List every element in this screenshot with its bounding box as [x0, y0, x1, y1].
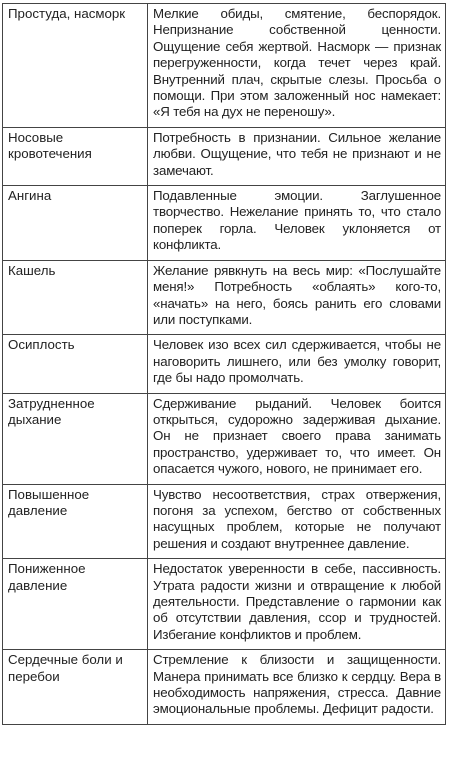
condition-text: Кашель	[8, 262, 56, 278]
description-text: Человек изо всех сил сдерживается, чтобы не наговорить лишнего, или без умолку говорит, где бы надо промолчать.	[153, 337, 441, 386]
description-text: Потребность в признании. Сильное желание любви. Ощущение, что тебя не признают и не замечают.	[153, 129, 441, 178]
description-cell	[148, 127, 446, 185]
description-cell	[148, 186, 446, 261]
table-row	[3, 484, 446, 559]
description-cell	[148, 393, 446, 484]
condition-cell	[3, 559, 148, 650]
condition-text: Повышенное давление	[8, 486, 90, 518]
table-row	[3, 393, 446, 484]
table-row	[3, 260, 446, 335]
condition-text: Пониженное давление	[8, 561, 86, 593]
description-text: Чувство несоответствия, страх отвержения, погоня за успехом, бегство от собственных насущных проблем, которые не получают решения и создают внутреннее давление.	[153, 486, 441, 551]
description-cell	[148, 484, 446, 559]
table-row	[3, 127, 446, 185]
condition-cell	[3, 650, 148, 725]
description-text: Стремление к близости и защищенности. Манера принимать все близко к сердцу. Вера в необходимость напряжения, стресса. Давние эмоциональные проблемы. Дефицит радости.	[153, 652, 441, 717]
description-text: Мелкие обиды, смятение, беспорядок. Непризнание собственной ценности. Ощущение себя жертвой. Насморк — признак перегруженности, когда течет через край. Внутренний плач, скрытые слезы. Просьба о помощи. При этом заложенный нос намекает: «Я тебя на дух не переношу».	[153, 6, 441, 120]
condition-text: Осиплость	[8, 337, 75, 353]
description-cell	[148, 4, 446, 128]
condition-cell	[3, 186, 148, 261]
condition-text: Простуда, насморк	[8, 6, 126, 21]
condition-text: Носовые кровотечения	[8, 129, 92, 162]
description-text: Подавленные эмоции. Заглушенное творчество. Нежелание принять то, что стало поперек горла. Человек уклоняется от конфликта.	[153, 188, 441, 253]
description-cell	[148, 335, 446, 393]
table-row	[3, 4, 446, 128]
condition-text: Ангина	[8, 188, 52, 204]
table-row	[3, 650, 446, 725]
condition-cell	[3, 393, 148, 484]
condition-cell	[3, 4, 148, 128]
condition-cell	[3, 335, 148, 393]
description-text: Недостаток уверенности в себе, пассивность. Утрата радости жизни и отвращение к любой деятельности. Представление о гармонии как об отсутствии давления, ссор и трудностей. Избегание конфликтов и проблем.	[153, 561, 441, 642]
condition-cell	[3, 484, 148, 559]
ailments-table	[2, 3, 446, 725]
condition-cell	[3, 260, 148, 335]
table-row	[3, 335, 446, 393]
description-cell	[148, 650, 446, 725]
description-cell	[148, 260, 446, 335]
condition-cell	[3, 127, 148, 185]
description-cell	[148, 559, 446, 650]
description-text: Желание рявкнуть на весь мир: «Послушайте меня!» Потребность «облаять» кого-то, «начать» на него, боясь ранить его словами или поступками.	[153, 262, 441, 327]
table-row	[3, 559, 446, 650]
description-text: Сдерживание рыданий. Человек боится открыться, судорожно задерживая дыхание. Он не признает своего права занимать пространство, удерживает то, что имеет. Он опасается чужого, нового, не принимает его.	[153, 395, 441, 477]
condition-text: Сердечные боли и перебои	[8, 652, 123, 684]
table-row	[3, 186, 446, 261]
condition-text: Затрудненное дыхание	[8, 395, 95, 427]
